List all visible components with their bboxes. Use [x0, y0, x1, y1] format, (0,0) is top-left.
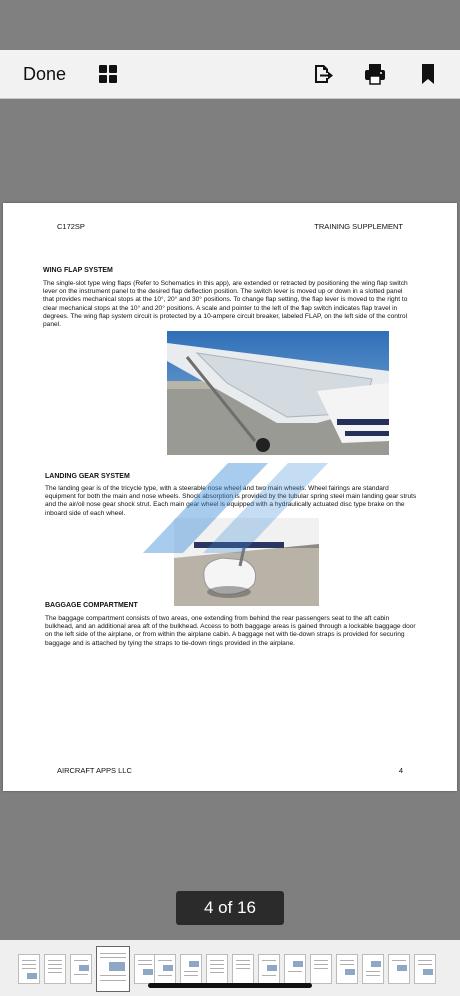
section-title: LANDING GEAR SYSTEM [45, 473, 130, 480]
grid-view-icon[interactable] [96, 62, 120, 86]
section-body: The baggage compartment consists of two areas, one extending from behind the rear passengers seat to the aft cabin bulkhead, and an additional area aft of the bulkhead. Access to both baggage areas is gained through a lockable baggage door on the left side of the airplane, or from within the airplane cabin. A baggage net with tie-down straps is provided for securing baggage and is attached by tying the straps to tie-down rings provided in the airplane. [45, 615, 416, 647]
section-title: WING FLAP SYSTEM [43, 267, 113, 274]
page-thumbnail[interactable] [18, 954, 40, 984]
page-indicator: 4 of 16 [176, 891, 284, 925]
page-thumbnail[interactable] [206, 954, 228, 984]
section-body: The landing gear is of the tricycle type, with a steerable nose wheel and two main wheels. Wheel fairings are standard equipment for both the main and nose wheels. Shock absorption is provided by the tubular spring steel main landing gear struts and the air/oil nose gear shock strut. Each main gear wheel is equipped with a hydraulically actuated disc type brake on the inboard side of each wheel. [45, 485, 417, 517]
share-export-icon[interactable] [311, 62, 335, 86]
page-thumbnail[interactable] [180, 954, 202, 984]
page-thumbnail[interactable] [362, 954, 384, 984]
page-thumbnail[interactable] [44, 954, 66, 984]
page-thumbnail[interactable] [414, 954, 436, 984]
wing-flap-photo [167, 331, 389, 455]
bookmark-icon[interactable] [416, 62, 440, 86]
page-thumbnail-selected[interactable] [96, 946, 130, 992]
page-thumbnail[interactable] [134, 954, 156, 984]
page-footer-left: AIRCRAFT APPS LLC [57, 766, 132, 775]
page-thumbnail[interactable] [336, 954, 358, 984]
done-button[interactable]: Done [23, 64, 67, 84]
document-page[interactable] [3, 203, 457, 791]
landing-gear-photo [174, 518, 319, 606]
page-thumbnail[interactable] [232, 954, 254, 984]
toolbar [0, 50, 460, 99]
section-title: BAGGAGE COMPARTMENT [45, 602, 138, 609]
page-thumbnail[interactable] [258, 954, 280, 984]
page-thumbnail[interactable] [70, 954, 92, 984]
page-thumbnail[interactable] [388, 954, 410, 984]
page-number: 4 [398, 766, 403, 775]
page-thumbnail[interactable] [310, 954, 332, 984]
home-indicator [148, 983, 312, 988]
page-thumbnail[interactable] [284, 954, 306, 984]
page-thumbnail[interactable] [154, 954, 176, 984]
page-header-right: TRAINING SUPPLEMENT [314, 222, 403, 231]
print-icon[interactable] [363, 62, 387, 86]
page-header-left: C172SP [57, 222, 85, 231]
section-body: The single-slot type wing flaps (Refer to Schematics in this app), are extended or retracted by positioning the wing flap switch lever on the instrument panel to the desired flap deflection position. The switch lever is moved up or down in a slotted panel that provides mechanical stops at the 10°, 20° and 30° positions. To change flap setting, the flap lever is moved to the right to clear mechanical stops at the 10° and 20° positions. A scale and pointer to the left of the flap switch indicates flap travel in degrees. The wing flap system circuit is protected by a 10-ampere circuit breaker, labeled FLAP, on the left side of the control panel. [43, 280, 408, 329]
top-gray-area [0, 0, 460, 50]
